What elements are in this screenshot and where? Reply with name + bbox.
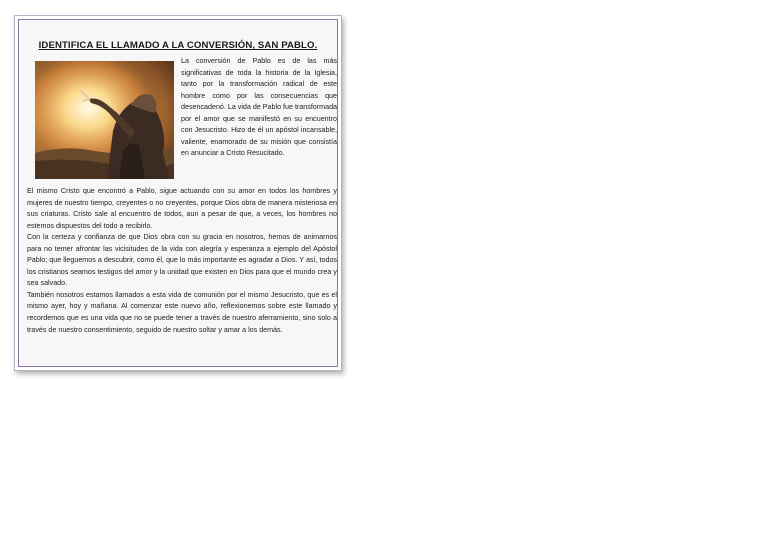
intro-paragraph bbox=[181, 56, 337, 160]
conversion-illustration-drawing bbox=[35, 61, 174, 179]
document-title: IDENTIFICA EL LLAMADO A LA CONVERSIÓN, SAN PABLO. bbox=[38, 40, 318, 51]
intro-text: La conversión de Pablo es de las más significativas de toda la historia de la Iglesia, tanto por la transformación radical de este hombre como por las consecuencias que desencadenó. La vida de Pablo fue transformada por el amor que se manifestó en su encuentro con Jesucristo. Hizo de él un apóstol incansable, valiente, enamorado de su misión que consistía en anunciar a Cristo Resucitado. bbox=[181, 57, 338, 158]
body-paragraph: El mismo Cristo que encontró a Pablo, sigue actuando con su amor en todos los hombres y mujeres de nuestro tiempo, creyentes o no creyentes, porque Dios obra de manera misteriosa en sus criaturas. Cristo sale al encuentro de todos, aun a pesar de que, a veces, los hombres no estemos dispuestos del todo a recibirlo. bbox=[27, 187, 337, 230]
body-paragraph: Con la certeza y confianza de que Dios obra con su gracia en nosotros, hemos de animarnos para no temer afrontar las vicisitudes de la vida con alegría y esperanza a ejemplo del Apóstol Pablo; que lleguemos a descubrir, como él, que lo más importante es agradar a Dios. Y así, todos los cristianos seamos testigos del amor y la unidad que existen en Dios para que el mundo crea y sea salvado. bbox=[27, 233, 337, 288]
body-text bbox=[27, 186, 337, 336]
document-frame bbox=[18, 19, 338, 367]
document-card bbox=[14, 15, 342, 371]
body-paragraph: También nosotros estamos llamados a esta vida de comunión por el mismo Jesucristo, que es el mismo ayer, hoy y mañana. Al comenzar este nuevo año, reflexionemos sobre este llamado y recordemos que es una vida que no se puede tener a través de nuestro aferramiento, sino solo a través de nuestro consentimiento, seguido de nuestro soltar y amar a los demás. bbox=[27, 290, 337, 334]
conversion-illustration bbox=[35, 61, 174, 179]
